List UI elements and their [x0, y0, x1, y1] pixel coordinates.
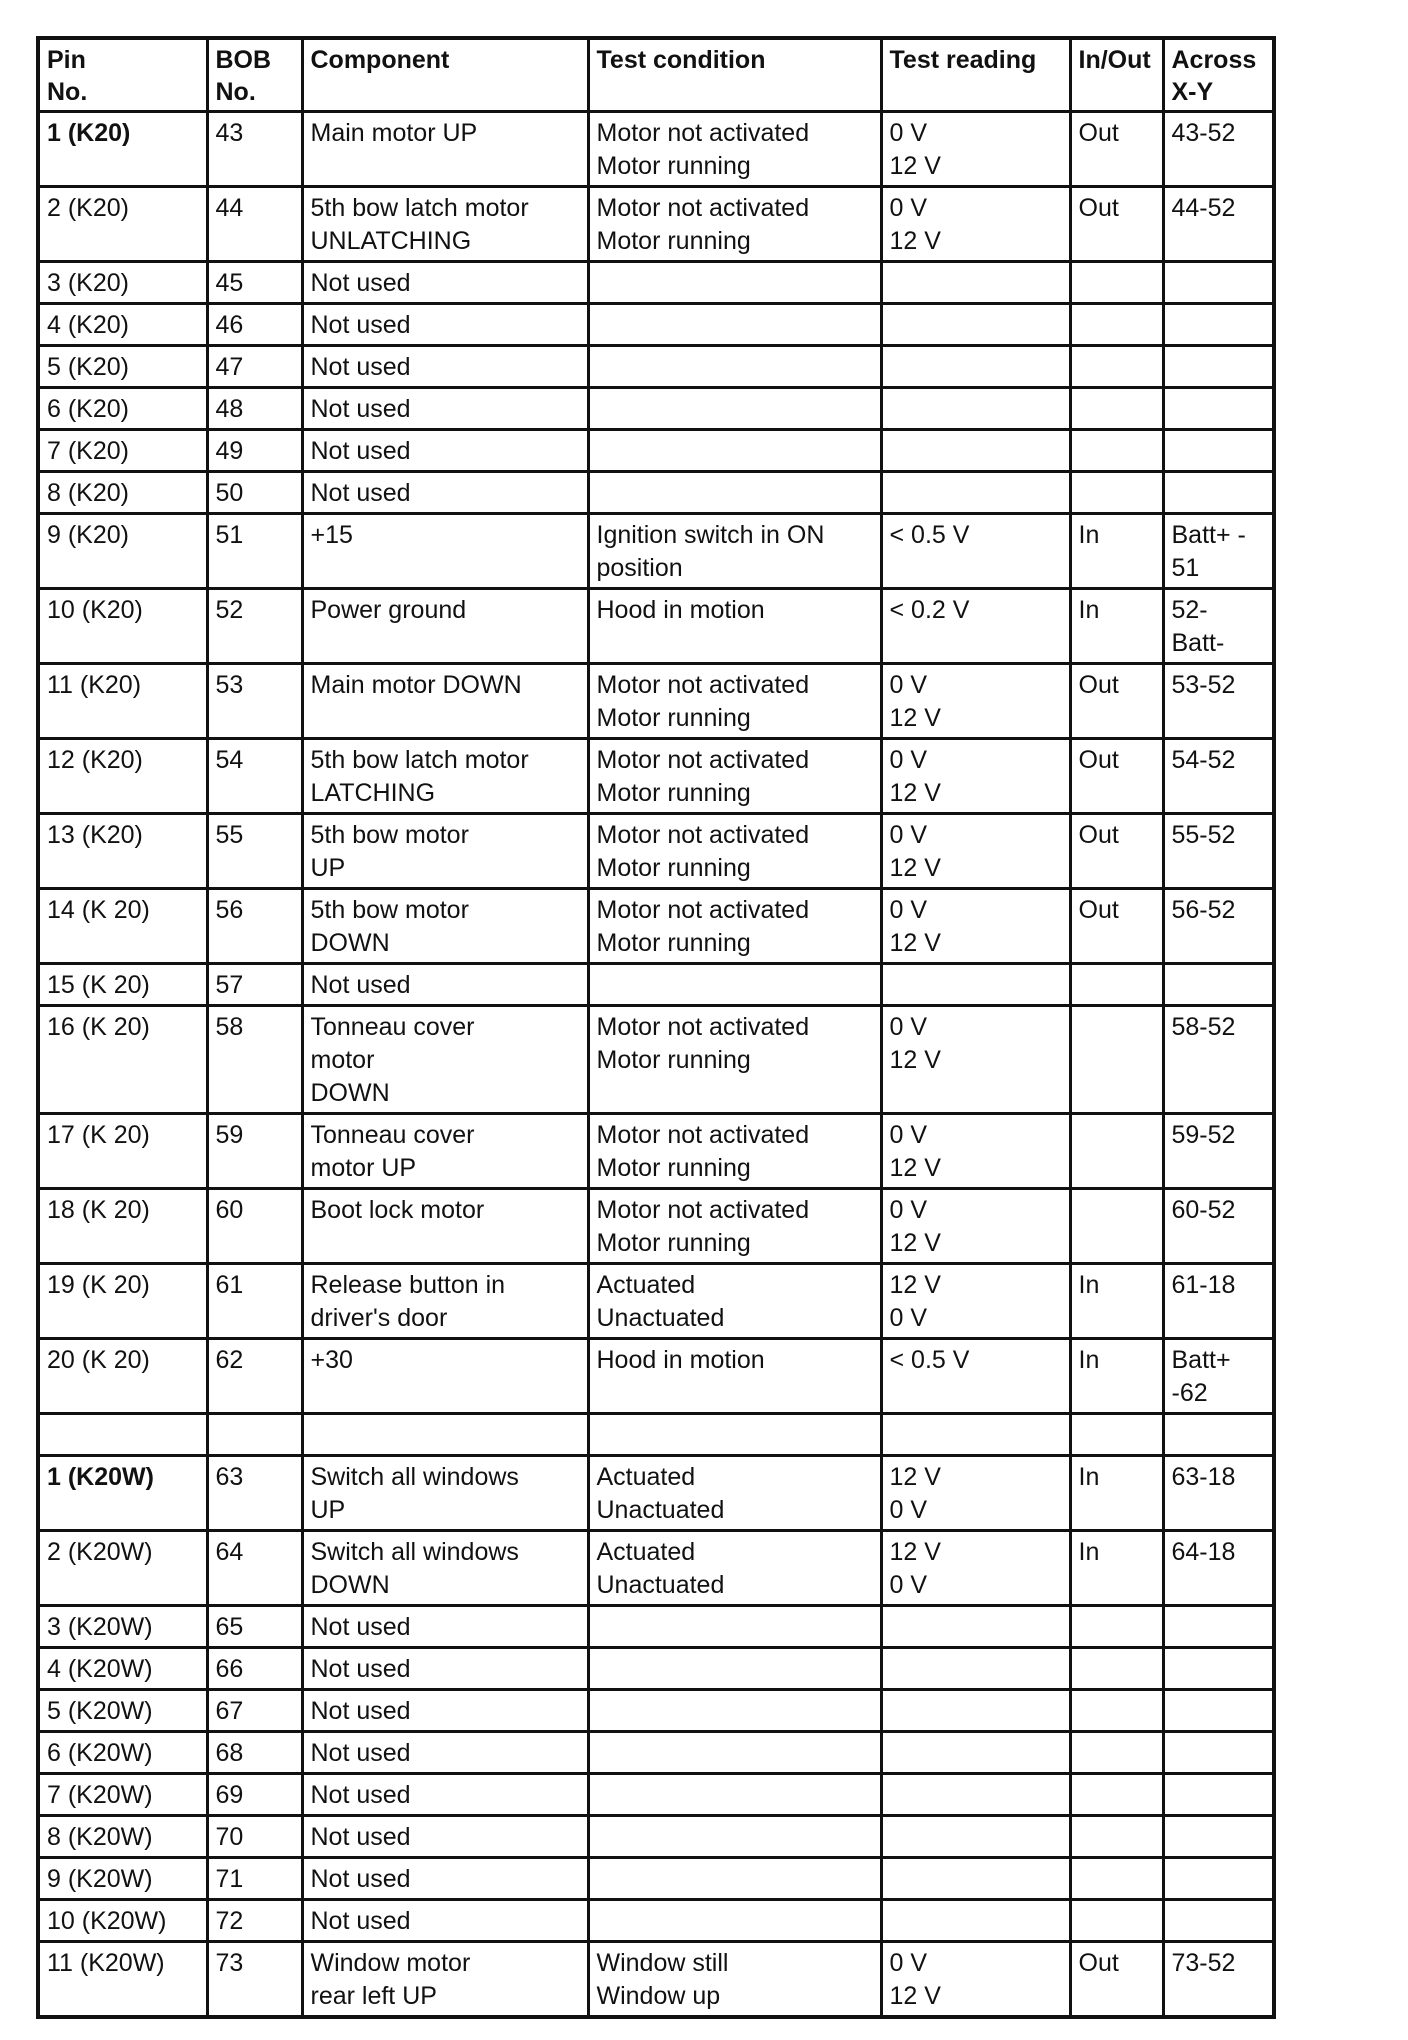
pin-cell: 11 (K20) — [38, 664, 207, 739]
component-cell: Tonneau cover motor DOWN — [302, 1006, 588, 1114]
bob-cell: 72 — [207, 1900, 302, 1942]
test-condition-cell — [588, 964, 881, 1006]
test-condition-cell — [588, 1732, 881, 1774]
table-row — [38, 814, 1274, 889]
bob-cell: 63 — [207, 1456, 302, 1531]
test-condition-cell — [588, 262, 881, 304]
test-reading-cell — [881, 472, 1070, 514]
component-cell: +15 — [302, 514, 588, 589]
component-cell: Not used — [302, 1690, 588, 1732]
across-cell — [1163, 964, 1274, 1006]
across-cell — [1163, 388, 1274, 430]
in-out-cell — [1070, 1732, 1163, 1774]
in-out-cell — [1070, 1816, 1163, 1858]
component-cell: Not used — [302, 1858, 588, 1900]
table-row — [38, 1606, 1274, 1648]
bob-cell: 47 — [207, 346, 302, 388]
header-in-out: In/Out — [1070, 38, 1163, 112]
table-row — [38, 112, 1274, 187]
component-cell: Not used — [302, 1774, 588, 1816]
table-row — [38, 1264, 1274, 1339]
across-cell — [1163, 1648, 1274, 1690]
test-reading-cell: 0 V 12 V — [881, 112, 1070, 187]
table-row — [38, 1816, 1274, 1858]
across-cell — [1163, 430, 1274, 472]
across-cell — [1163, 1774, 1274, 1816]
test-condition-cell: Hood in motion — [588, 589, 881, 664]
pin-cell: 4 (K20W) — [38, 1648, 207, 1690]
component-cell: Power ground — [302, 589, 588, 664]
across-cell — [1163, 1606, 1274, 1648]
table-row-spacer — [38, 1414, 1274, 1456]
in-out-cell: In — [1070, 1456, 1163, 1531]
test-condition-cell: Motor not activated Motor running — [588, 664, 881, 739]
table-row — [38, 1339, 1274, 1414]
in-out-cell: Out — [1070, 112, 1163, 187]
component-cell: Not used — [302, 346, 588, 388]
bob-cell: 56 — [207, 889, 302, 964]
across-cell: 64-18 — [1163, 1531, 1274, 1606]
component-cell: +30 — [302, 1339, 588, 1414]
bob-cell: 50 — [207, 472, 302, 514]
bob-cell — [207, 1414, 302, 1456]
test-reading-cell — [881, 430, 1070, 472]
component-cell: Not used — [302, 472, 588, 514]
table-row — [38, 964, 1274, 1006]
across-cell: 63-18 — [1163, 1456, 1274, 1531]
table-row — [38, 430, 1274, 472]
component-cell: Not used — [302, 964, 588, 1006]
in-out-cell: Out — [1070, 814, 1163, 889]
in-out-cell: In — [1070, 1264, 1163, 1339]
test-condition-cell: Motor not activated Motor running — [588, 814, 881, 889]
in-out-cell — [1070, 262, 1163, 304]
pin-cell: 12 (K20) — [38, 739, 207, 814]
across-cell: 56-52 — [1163, 889, 1274, 964]
pin-cell: 1 (K20) — [38, 112, 207, 187]
test-reading-cell — [881, 388, 1070, 430]
bob-cell: 52 — [207, 589, 302, 664]
component-cell: Release button in driver's door — [302, 1264, 588, 1339]
component-cell: Not used — [302, 304, 588, 346]
pin-cell: 8 (K20W) — [38, 1816, 207, 1858]
test-condition-cell — [588, 1816, 881, 1858]
in-out-cell: Out — [1070, 889, 1163, 964]
test-reading-cell: < 0.5 V — [881, 514, 1070, 589]
in-out-cell: In — [1070, 589, 1163, 664]
pin-cell: 19 (K 20) — [38, 1264, 207, 1339]
in-out-cell — [1070, 304, 1163, 346]
bob-cell: 54 — [207, 739, 302, 814]
component-cell: Main motor DOWN — [302, 664, 588, 739]
bob-cell: 65 — [207, 1606, 302, 1648]
table-header — [38, 38, 1274, 112]
across-cell: 73-52 — [1163, 1942, 1274, 2018]
pin-cell: 20 (K 20) — [38, 1339, 207, 1414]
pin-cell: 2 (K20W) — [38, 1531, 207, 1606]
in-out-cell — [1070, 1690, 1163, 1732]
across-cell — [1163, 472, 1274, 514]
component-cell: Not used — [302, 1732, 588, 1774]
table-row — [38, 1648, 1274, 1690]
table-row — [38, 1456, 1274, 1531]
in-out-cell: Out — [1070, 664, 1163, 739]
test-reading-cell: < 0.5 V — [881, 1339, 1070, 1414]
table-row — [38, 1006, 1274, 1114]
test-reading-cell — [881, 1648, 1070, 1690]
in-out-cell — [1070, 1414, 1163, 1456]
test-condition-cell: Motor not activated Motor running — [588, 112, 881, 187]
test-reading-cell: < 0.2 V — [881, 589, 1070, 664]
bob-cell: 67 — [207, 1690, 302, 1732]
component-cell: Switch all windows DOWN — [302, 1531, 588, 1606]
in-out-cell — [1070, 1858, 1163, 1900]
test-condition-cell — [588, 1606, 881, 1648]
test-condition-cell — [588, 1690, 881, 1732]
pin-cell: 14 (K 20) — [38, 889, 207, 964]
test-condition-cell: Ignition switch in ON position — [588, 514, 881, 589]
across-cell — [1163, 1732, 1274, 1774]
test-reading-cell — [881, 1900, 1070, 1942]
table-row — [38, 1531, 1274, 1606]
bob-cell: 45 — [207, 262, 302, 304]
bob-cell: 60 — [207, 1189, 302, 1264]
test-condition-cell: Motor not activated Motor running — [588, 1006, 881, 1114]
across-cell: 61-18 — [1163, 1264, 1274, 1339]
test-condition-cell: Motor not activated Motor running — [588, 1189, 881, 1264]
in-out-cell — [1070, 1189, 1163, 1264]
test-condition-cell — [588, 1900, 881, 1942]
table-row — [38, 187, 1274, 262]
across-cell: 59-52 — [1163, 1114, 1274, 1189]
test-reading-cell: 0 V 12 V — [881, 1189, 1070, 1264]
test-condition-cell — [588, 472, 881, 514]
bob-cell: 46 — [207, 304, 302, 346]
pin-cell: 11 (K20W) — [38, 1942, 207, 2018]
in-out-cell: Out — [1070, 1942, 1163, 2018]
pin-cell: 8 (K20) — [38, 472, 207, 514]
test-condition-cell — [588, 346, 881, 388]
pin-cell: 1 (K20W) — [38, 1456, 207, 1531]
test-condition-cell: Motor not activated Motor running — [588, 739, 881, 814]
across-cell: 54-52 — [1163, 739, 1274, 814]
pin-test-table — [36, 36, 1276, 2019]
pin-cell — [38, 1414, 207, 1456]
component-cell: 5th bow latch motor LATCHING — [302, 739, 588, 814]
test-condition-cell — [588, 1648, 881, 1690]
bob-cell: 62 — [207, 1339, 302, 1414]
pin-cell: 5 (K20W) — [38, 1690, 207, 1732]
header-bob-no: BOB No. — [207, 38, 302, 112]
header-row — [38, 38, 1274, 112]
table-row — [38, 514, 1274, 589]
across-cell — [1163, 1816, 1274, 1858]
header-test-reading: Test reading — [881, 38, 1070, 112]
component-cell: 5th bow motor DOWN — [302, 889, 588, 964]
in-out-cell — [1070, 472, 1163, 514]
bob-cell: 73 — [207, 1942, 302, 2018]
table-row — [38, 889, 1274, 964]
test-reading-cell — [881, 1858, 1070, 1900]
bob-cell: 44 — [207, 187, 302, 262]
bob-cell: 43 — [207, 112, 302, 187]
pin-cell: 7 (K20) — [38, 430, 207, 472]
component-cell: Not used — [302, 1900, 588, 1942]
table-row — [38, 664, 1274, 739]
pin-cell: 18 (K 20) — [38, 1189, 207, 1264]
in-out-cell: In — [1070, 514, 1163, 589]
pin-cell: 6 (K20) — [38, 388, 207, 430]
table-row — [38, 262, 1274, 304]
bob-cell: 58 — [207, 1006, 302, 1114]
test-reading-cell: 12 V 0 V — [881, 1264, 1070, 1339]
test-condition-cell: Actuated Unactuated — [588, 1264, 881, 1339]
test-reading-cell — [881, 1414, 1070, 1456]
component-cell: Not used — [302, 1816, 588, 1858]
across-cell: 58-52 — [1163, 1006, 1274, 1114]
header-pin-no: Pin No. — [38, 38, 207, 112]
in-out-cell — [1070, 1648, 1163, 1690]
bob-cell: 48 — [207, 388, 302, 430]
bob-cell: 66 — [207, 1648, 302, 1690]
bob-cell: 49 — [207, 430, 302, 472]
pin-cell: 7 (K20W) — [38, 1774, 207, 1816]
across-cell — [1163, 1900, 1274, 1942]
in-out-cell — [1070, 964, 1163, 1006]
pin-cell: 10 (K20W) — [38, 1900, 207, 1942]
test-reading-cell: 0 V 12 V — [881, 1006, 1070, 1114]
across-cell: 44-52 — [1163, 187, 1274, 262]
pin-cell: 10 (K20) — [38, 589, 207, 664]
test-condition-cell — [588, 304, 881, 346]
across-cell: Batt+ - 51 — [1163, 514, 1274, 589]
pin-cell: 3 (K20W) — [38, 1606, 207, 1648]
bob-cell: 68 — [207, 1732, 302, 1774]
test-reading-cell — [881, 304, 1070, 346]
test-reading-cell — [881, 1732, 1070, 1774]
header-across-xy: Across X-Y — [1163, 38, 1274, 112]
test-reading-cell: 0 V 12 V — [881, 187, 1070, 262]
in-out-cell: Out — [1070, 739, 1163, 814]
table-row — [38, 1942, 1274, 2018]
test-reading-cell: 0 V 12 V — [881, 1942, 1070, 2018]
bob-cell: 59 — [207, 1114, 302, 1189]
table-row — [38, 388, 1274, 430]
test-condition-cell: Actuated Unactuated — [588, 1531, 881, 1606]
pin-cell: 9 (K20W) — [38, 1858, 207, 1900]
test-reading-cell: 0 V 12 V — [881, 889, 1070, 964]
test-condition-cell: Motor not activated Motor running — [588, 1114, 881, 1189]
test-reading-cell — [881, 1690, 1070, 1732]
bob-cell: 61 — [207, 1264, 302, 1339]
test-condition-cell: Motor not activated Motor running — [588, 187, 881, 262]
in-out-cell — [1070, 1774, 1163, 1816]
table-row — [38, 589, 1274, 664]
component-cell: Window motor rear left UP — [302, 1942, 588, 2018]
pin-cell: 2 (K20) — [38, 187, 207, 262]
bob-cell: 53 — [207, 664, 302, 739]
table-body — [38, 112, 1274, 2018]
component-cell: Boot lock motor — [302, 1189, 588, 1264]
pin-cell: 17 (K 20) — [38, 1114, 207, 1189]
bob-cell: 51 — [207, 514, 302, 589]
across-cell — [1163, 1858, 1274, 1900]
test-reading-cell — [881, 346, 1070, 388]
test-reading-cell — [881, 262, 1070, 304]
pin-cell: 5 (K20) — [38, 346, 207, 388]
table-row — [38, 1690, 1274, 1732]
test-condition-cell — [588, 430, 881, 472]
pin-cell: 9 (K20) — [38, 514, 207, 589]
test-condition-cell — [588, 388, 881, 430]
bob-cell: 55 — [207, 814, 302, 889]
in-out-cell: In — [1070, 1531, 1163, 1606]
across-cell — [1163, 346, 1274, 388]
in-out-cell — [1070, 1114, 1163, 1189]
bob-cell: 70 — [207, 1816, 302, 1858]
test-condition-cell: Actuated Unactuated — [588, 1456, 881, 1531]
test-condition-cell — [588, 1774, 881, 1816]
test-condition-cell: Window still Window up — [588, 1942, 881, 2018]
pin-cell: 4 (K20) — [38, 304, 207, 346]
test-condition-cell: Motor not activated Motor running — [588, 889, 881, 964]
pin-cell: 15 (K 20) — [38, 964, 207, 1006]
across-cell — [1163, 1690, 1274, 1732]
bob-cell: 57 — [207, 964, 302, 1006]
component-cell: Not used — [302, 1606, 588, 1648]
bob-cell: 71 — [207, 1858, 302, 1900]
test-reading-cell: 0 V 12 V — [881, 814, 1070, 889]
table-row — [38, 1732, 1274, 1774]
test-reading-cell: 12 V 0 V — [881, 1531, 1070, 1606]
table-row — [38, 1858, 1274, 1900]
test-condition-cell: Hood in motion — [588, 1339, 881, 1414]
component-cell: Switch all windows UP — [302, 1456, 588, 1531]
component-cell: Not used — [302, 388, 588, 430]
across-cell: 55-52 — [1163, 814, 1274, 889]
bob-cell: 64 — [207, 1531, 302, 1606]
table-row — [38, 739, 1274, 814]
test-condition-cell — [588, 1858, 881, 1900]
component-cell: Not used — [302, 430, 588, 472]
in-out-cell — [1070, 1006, 1163, 1114]
header-test-condition: Test condition — [588, 38, 881, 112]
component-cell: 5th bow latch motor UNLATCHING — [302, 187, 588, 262]
table-row — [38, 304, 1274, 346]
pin-cell: 16 (K 20) — [38, 1006, 207, 1114]
component-cell: Not used — [302, 1648, 588, 1690]
across-cell: 52- Batt- — [1163, 589, 1274, 664]
table-row — [38, 472, 1274, 514]
across-cell — [1163, 1414, 1274, 1456]
component-cell: Not used — [302, 262, 588, 304]
test-reading-cell — [881, 964, 1070, 1006]
component-cell: Tonneau cover motor UP — [302, 1114, 588, 1189]
table-row — [38, 346, 1274, 388]
across-cell — [1163, 262, 1274, 304]
pin-cell: 3 (K20) — [38, 262, 207, 304]
test-reading-cell — [881, 1774, 1070, 1816]
test-reading-cell: 12 V 0 V — [881, 1456, 1070, 1531]
header-component: Component — [302, 38, 588, 112]
table-row — [38, 1900, 1274, 1942]
in-out-cell — [1070, 388, 1163, 430]
bob-cell: 69 — [207, 1774, 302, 1816]
in-out-cell — [1070, 346, 1163, 388]
across-cell: 60-52 — [1163, 1189, 1274, 1264]
in-out-cell: In — [1070, 1339, 1163, 1414]
across-cell: Batt+ -62 — [1163, 1339, 1274, 1414]
test-reading-cell: 0 V 12 V — [881, 1114, 1070, 1189]
pin-cell: 13 (K20) — [38, 814, 207, 889]
across-cell — [1163, 304, 1274, 346]
component-cell: 5th bow motor UP — [302, 814, 588, 889]
test-condition-cell — [588, 1414, 881, 1456]
test-reading-cell — [881, 1606, 1070, 1648]
table-row — [38, 1114, 1274, 1189]
component-cell: Main motor UP — [302, 112, 588, 187]
across-cell: 53-52 — [1163, 664, 1274, 739]
test-reading-cell: 0 V 12 V — [881, 664, 1070, 739]
pin-cell: 6 (K20W) — [38, 1732, 207, 1774]
across-cell: 43-52 — [1163, 112, 1274, 187]
table-row — [38, 1189, 1274, 1264]
in-out-cell: Out — [1070, 187, 1163, 262]
in-out-cell — [1070, 1606, 1163, 1648]
test-reading-cell: 0 V 12 V — [881, 739, 1070, 814]
in-out-cell — [1070, 430, 1163, 472]
test-reading-cell — [881, 1816, 1070, 1858]
table-row — [38, 1774, 1274, 1816]
in-out-cell — [1070, 1900, 1163, 1942]
component-cell — [302, 1414, 588, 1456]
